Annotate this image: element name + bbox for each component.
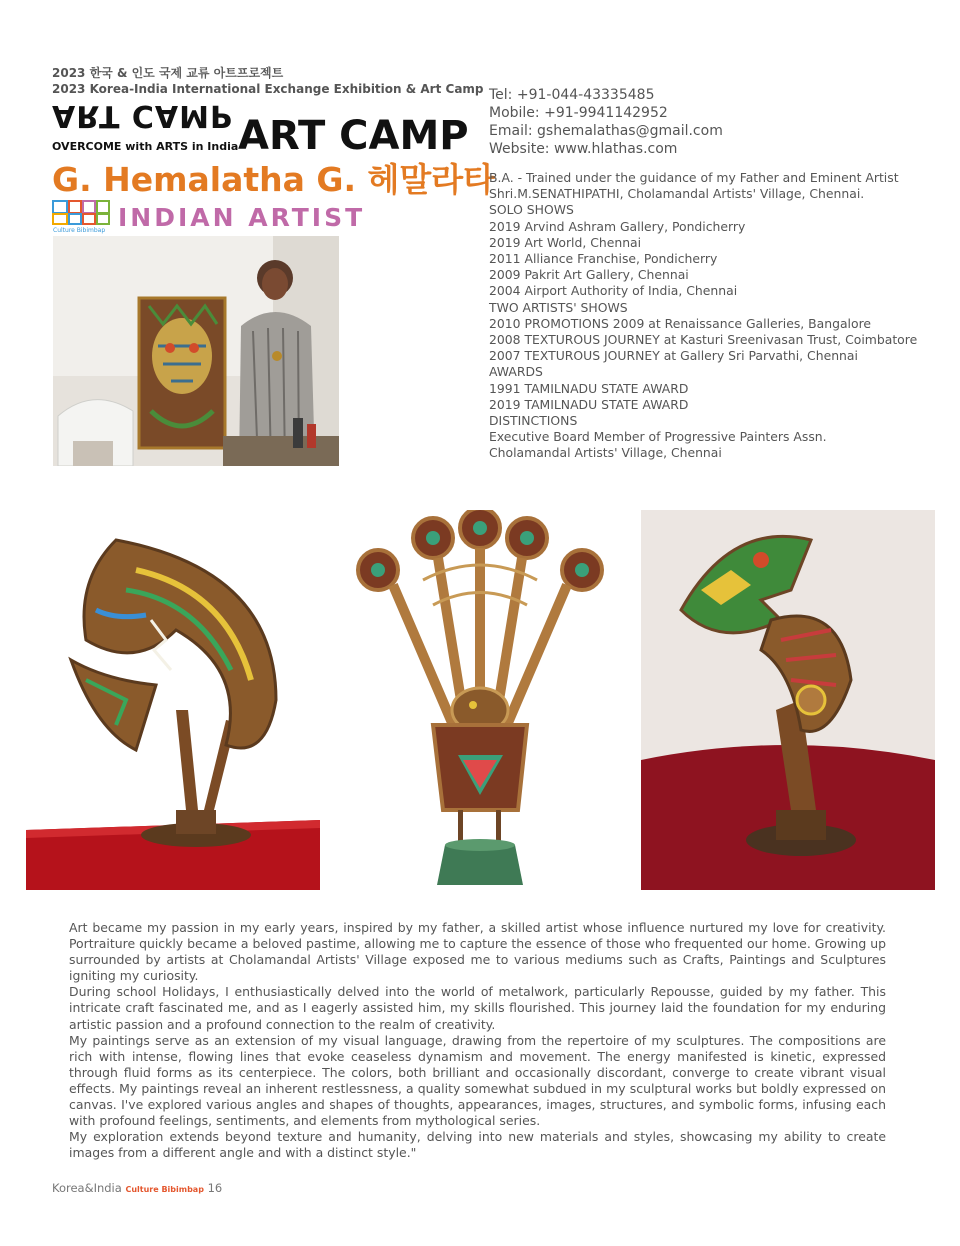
contact-email: Email: gshemalathas@gmail.com (489, 123, 723, 139)
bio-line: 2019 TAMILNADU STATE AWARD (489, 396, 689, 412)
bio-line: 2004 Airport Authority of India, Chennai (489, 283, 738, 299)
bio-heading-awards: AWARDS (489, 364, 543, 380)
bio-line: 2010 PROMOTIONS 2009 at Renaissance Galleries, Bangalore (489, 315, 872, 331)
sculpture-image-2 (333, 510, 627, 890)
artist-name: G. Hemalatha G. 헤말라타 (52, 160, 495, 199)
bio-heading-distinctions: DISTINCTIONS (489, 413, 578, 429)
bio-line: 2019 Art World, Chennai (489, 234, 642, 250)
contact-block (489, 86, 723, 158)
artist-photo (53, 236, 339, 466)
tagline: OVERCOME with ARTS in India (52, 140, 239, 153)
bio-line: 2011 Alliance Franchise, Pondicherry (489, 251, 718, 267)
svg-text:Culture Bibimbap: Culture Bibimbap (53, 227, 106, 234)
mirrored-art-camp: ART CAMP (52, 98, 233, 133)
bio-list (489, 170, 939, 462)
contact-mobile: Mobile: +91-9941142952 (489, 105, 668, 121)
essay-paragraph: During school Holidays, I enthusiastically delved into the world of metalwork, particularly Repousse, guided by my father. This intricate craft fascinated me, and as I eagerly assisted him, my skills flourished. This journey laid the foundation for my enduring artistic passion and a profound connection to the realm of creativity. (69, 984, 886, 1032)
bio-line: 1991 TAMILNADU STATE AWARD (489, 380, 689, 396)
art-camp-title: ART CAMP (238, 113, 469, 159)
footer-publication: Korea&India (52, 1181, 122, 1195)
artist-statement (69, 920, 886, 1161)
page-number: 16 (207, 1181, 223, 1195)
contact-website: Website: www.hlathas.com (489, 141, 678, 157)
contact-tel: Tel: +91-044-43335485 (489, 87, 655, 103)
essay-paragraph: My exploration extends beyond texture and humanity, delving into new materials and styles, showcasing my ability to create images from a different angle and with a distinct style." (69, 1129, 886, 1161)
bio-line: B.A. - Trained under the guidance of my Father and Eminent Artist (489, 170, 899, 185)
bio-heading-solo-shows: SOLO SHOWS (489, 202, 574, 218)
bio-line: 2009 Pakrit Art Gallery, Chennai (489, 267, 689, 283)
bio-line: 2019 Arvind Ashram Gallery, Pondicherry (489, 218, 746, 234)
header-korean-title: 2023 한국 & 인도 국제 교류 아트프로젝트 (52, 66, 284, 80)
culture-bibimbap-logo (52, 200, 112, 234)
footer-brand: Culture Bibimbap (125, 1185, 204, 1194)
artist-role: INDIAN ARTIST (118, 203, 366, 232)
page-footer (52, 1181, 222, 1195)
bio-line: Shri.M.SENATHIPATHI, Cholamandal Artists' Village, Chennai. (489, 186, 865, 202)
header-english-title: 2023 Korea-India International Exchange Exhibition & Art Camp (52, 82, 484, 96)
bio-heading-two-artists-shows: TWO ARTISTS' SHOWS (489, 299, 628, 315)
bio-line: Executive Board Member of Progressive Painters Assn. (489, 429, 827, 445)
bio-line: 2007 TEXTUROUS JOURNEY at Gallery Sri Parvathi, Chennai (489, 348, 858, 364)
sculpture-image-3 (641, 510, 935, 890)
essay-paragraph: My paintings serve as an extension of my visual language, drawing from the repertoire of my sculptures. The compositions are rich with intense, flowing lines that evoke ceaseless dynamism and movement. The energy manifested is kinetic, expressed through fluid forms as its centerpiece. The colors, both brilliant and occasionally discordant, converge to create vibrant visual effects. My paintings reveal an inherent restlessness, a quality somewhat subdued in my sculptural works but boldly expressed on canvas. I've explored various angles and shapes of thoughts, appearances, images, structures, and symbolic forms, infusing each with profound feelings, sentiments, and elements from mythological series. (69, 1032, 886, 1129)
essay-paragraph: Art became my passion in my early years, inspired by my father, a skilled artist whose influence nurtured my love for creativity. Portraiture quickly became a beloved pastime, allowing me to capture the essence of those who frequented our home. Growing up surrounded by artists at Cholamandal Artists' Village exposed me to various mediums such as Crafts, Paintings and Sculptures igniting my curiosity. (69, 920, 886, 984)
bio-line: 2008 TEXTUROUS JOURNEY at Kasturi Sreenivasan Trust, Coimbatore (489, 332, 918, 348)
sculpture-image-1 (26, 510, 320, 890)
bio-line: Cholamandal Artists' Village, Chennai (489, 445, 722, 461)
